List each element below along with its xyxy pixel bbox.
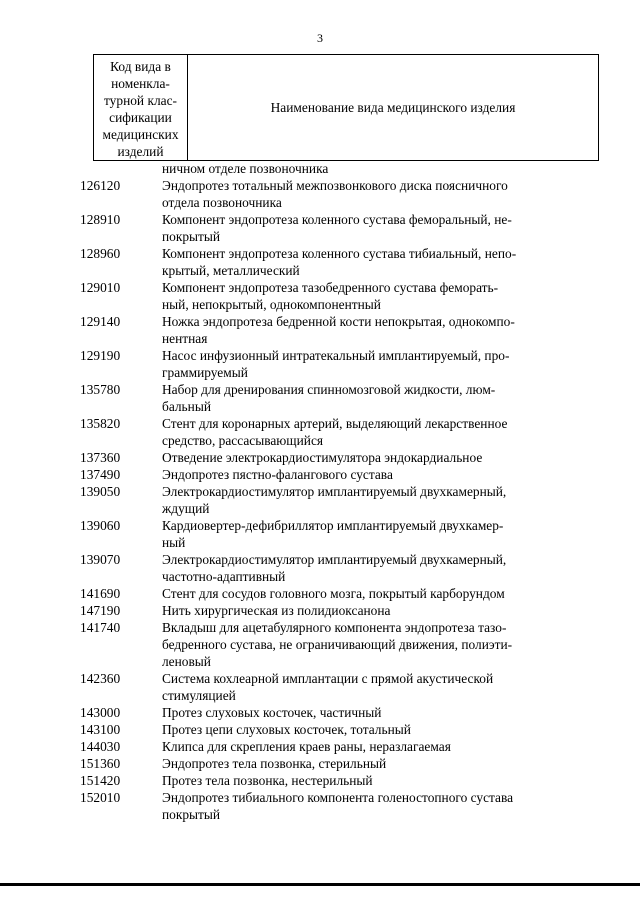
device-code: 128910	[80, 212, 121, 227]
device-name-line: покрытый	[162, 807, 221, 822]
device-name-line: крытый, металлический	[162, 263, 300, 278]
header-code-column	[94, 55, 188, 160]
device-name-line: бальный	[162, 399, 211, 414]
code-cell	[0, 245, 162, 279]
device-name	[162, 381, 567, 415]
code-cell	[0, 551, 162, 585]
device-code: 142360	[80, 671, 121, 686]
device-name-line: Протез слуховых косточек, частичный	[162, 705, 382, 720]
table-row	[0, 279, 640, 313]
code-cell	[0, 517, 162, 551]
device-code: 139070	[80, 552, 121, 567]
code-cell	[0, 449, 162, 466]
device-name-line: Кардиовертер-дефибриллятор имплантируемый двухкамер-	[162, 518, 504, 533]
device-name-line: Отведение электрокардиостимулятора эндокардиальное	[162, 450, 483, 465]
device-code: 143100	[80, 722, 121, 737]
device-code: 143000	[80, 705, 121, 720]
table-row	[0, 466, 640, 483]
device-name	[162, 670, 567, 704]
table-row	[0, 415, 640, 449]
device-name	[162, 704, 567, 721]
table-row	[0, 755, 640, 772]
device-name-line: Электрокардиостимулятор имплантируемый двухкамерный,	[162, 484, 507, 499]
device-name-line: Стент для коронарных артерий, выделяющий лекарственное	[162, 416, 508, 431]
table-row	[0, 551, 640, 585]
header-code-line: сификации	[109, 110, 172, 125]
device-name	[162, 449, 567, 466]
table-row	[0, 347, 640, 381]
header-code-line: номенкла-	[111, 76, 170, 91]
device-name-line: Эндопротез тотальный межпозвонкового диска поясничного	[162, 178, 508, 193]
device-name-line: леновый	[162, 654, 211, 669]
header-code-line: турной клас-	[104, 93, 177, 108]
table-row	[0, 449, 640, 466]
table-row	[0, 738, 640, 755]
code-cell	[0, 160, 162, 177]
device-name-line: Система кохлеарной имплантации с прямой акустической	[162, 671, 494, 686]
code-cell	[0, 670, 162, 704]
header-code-line: медицинских	[102, 127, 179, 142]
device-name-line: ный, непокрытый, однокомпонентный	[162, 297, 381, 312]
device-code: 151360	[80, 756, 121, 771]
device-name-line: Электрокардиостимулятор имплантируемый двухкамерный,	[162, 552, 507, 567]
device-code: 141690	[80, 586, 121, 601]
code-cell	[0, 466, 162, 483]
device-name-line: Ножка эндопротеза бедренной кости непокрытая, однокомпо-	[162, 314, 515, 329]
table-row	[0, 670, 640, 704]
device-code: 129140	[80, 314, 121, 329]
device-name	[162, 313, 567, 347]
device-name	[162, 551, 567, 585]
device-name-line: Нить хирургическая из полидиоксанона	[162, 603, 391, 618]
code-cell	[0, 381, 162, 415]
device-name	[162, 211, 567, 245]
code-cell	[0, 602, 162, 619]
code-cell	[0, 483, 162, 517]
device-code: 135780	[80, 382, 121, 397]
code-cell	[0, 738, 162, 755]
device-name	[162, 517, 567, 551]
table-row	[0, 245, 640, 279]
device-code: 126120	[80, 178, 121, 193]
code-cell	[0, 347, 162, 381]
code-cell	[0, 721, 162, 738]
device-name	[162, 619, 567, 670]
device-code: 137490	[80, 467, 121, 482]
device-name-line: Компонент эндопротеза коленного сустава тибиальный, непо-	[162, 246, 517, 261]
device-name-line: нентная	[162, 331, 208, 346]
device-name-line: бедренного сустава, не ограничивающий движения, полиэти-	[162, 637, 513, 652]
device-code: 152010	[80, 790, 121, 805]
header-name-column: Наименование вида медицинского изделия	[270, 99, 516, 115]
device-name	[162, 279, 567, 313]
table-header	[93, 54, 599, 161]
table-row	[0, 789, 640, 823]
code-cell	[0, 704, 162, 721]
bottom-rule	[0, 883, 640, 886]
code-cell	[0, 415, 162, 449]
device-name-line: граммируемый	[162, 365, 248, 380]
device-name-line: ждущий	[162, 501, 210, 516]
table-row	[0, 381, 640, 415]
device-name	[162, 772, 567, 789]
code-cell	[0, 585, 162, 602]
device-name	[162, 738, 567, 755]
device-code: 147190	[80, 603, 121, 618]
header-code-line: изделий	[117, 144, 164, 159]
device-code: 144030	[80, 739, 121, 754]
page-number: 3	[317, 31, 323, 45]
device-name-line: Протез цепи слуховых косточек, тотальный	[162, 722, 411, 737]
code-cell	[0, 313, 162, 347]
table-row	[0, 585, 640, 602]
device-code: 128960	[80, 246, 121, 261]
device-name	[162, 721, 567, 738]
device-name-line: ный	[162, 535, 186, 550]
table-row	[0, 602, 640, 619]
device-name-line: Эндопротез пястно-фалангового сустава	[162, 467, 393, 482]
device-code: 139050	[80, 484, 121, 499]
device-name-line: Стент для сосудов головного мозга, покрытый карборундом	[162, 586, 505, 601]
table-row	[0, 721, 640, 738]
code-cell	[0, 211, 162, 245]
device-name-line: стимуляцией	[162, 688, 236, 703]
device-name-line: Набор для дренирования спинномозговой жидкости, люм-	[162, 382, 496, 397]
device-name	[162, 789, 567, 823]
device-name	[162, 755, 567, 772]
device-name	[162, 347, 567, 381]
device-name-line: ничном отделе позвоночника	[162, 161, 329, 176]
device-name-line: Протез тела позвонка, нестерильный	[162, 773, 373, 788]
device-name-line: средство, рассасывающийся	[162, 433, 324, 448]
device-code: 129010	[80, 280, 121, 295]
device-list	[0, 160, 640, 823]
device-name	[162, 415, 567, 449]
table-row	[0, 772, 640, 789]
table-row	[0, 704, 640, 721]
table-row	[0, 517, 640, 551]
table-row	[0, 483, 640, 517]
table-row	[0, 313, 640, 347]
device-name-line: отдела позвоночника	[162, 195, 282, 210]
code-cell	[0, 755, 162, 772]
device-name-line: Вкладыш для ацетабулярного компонента эндопротеза тазо-	[162, 620, 507, 635]
device-name-line: частотно-адаптивный	[162, 569, 286, 584]
device-name	[162, 177, 567, 211]
device-name	[162, 602, 567, 619]
code-cell	[0, 279, 162, 313]
device-name	[162, 245, 567, 279]
code-cell	[0, 177, 162, 211]
device-code: 141740	[80, 620, 121, 635]
device-name	[162, 483, 567, 517]
table-row	[0, 619, 640, 670]
device-code: 129190	[80, 348, 121, 363]
device-name-line: Эндопротез тибиального компонента голеностопного сустава	[162, 790, 514, 805]
device-code: 139060	[80, 518, 121, 533]
table-row	[0, 211, 640, 245]
device-name-line: Компонент эндопротеза коленного сустава феморальный, не-	[162, 212, 512, 227]
device-name-line: Эндопротез тела позвонка, стерильный	[162, 756, 387, 771]
table-row	[0, 177, 640, 211]
device-name-line: Клипса для скрепления краев раны, неразлагаемая	[162, 739, 451, 754]
device-name-line: Компонент эндопротеза тазобедренного сустава феморать-	[162, 280, 499, 295]
device-name	[162, 466, 567, 483]
device-code: 135820	[80, 416, 121, 431]
device-name-line: Насос инфузионный интратекальный имплантируемый, про-	[162, 348, 510, 363]
code-cell	[0, 789, 162, 823]
code-cell	[0, 619, 162, 670]
code-cell	[0, 772, 162, 789]
table-row	[0, 160, 640, 177]
device-code: 137360	[80, 450, 121, 465]
device-name	[162, 160, 567, 177]
device-name	[162, 585, 567, 602]
device-code: 151420	[80, 773, 121, 788]
device-name-line: покрытый	[162, 229, 221, 244]
header-code-line: Код вида в	[110, 59, 171, 74]
